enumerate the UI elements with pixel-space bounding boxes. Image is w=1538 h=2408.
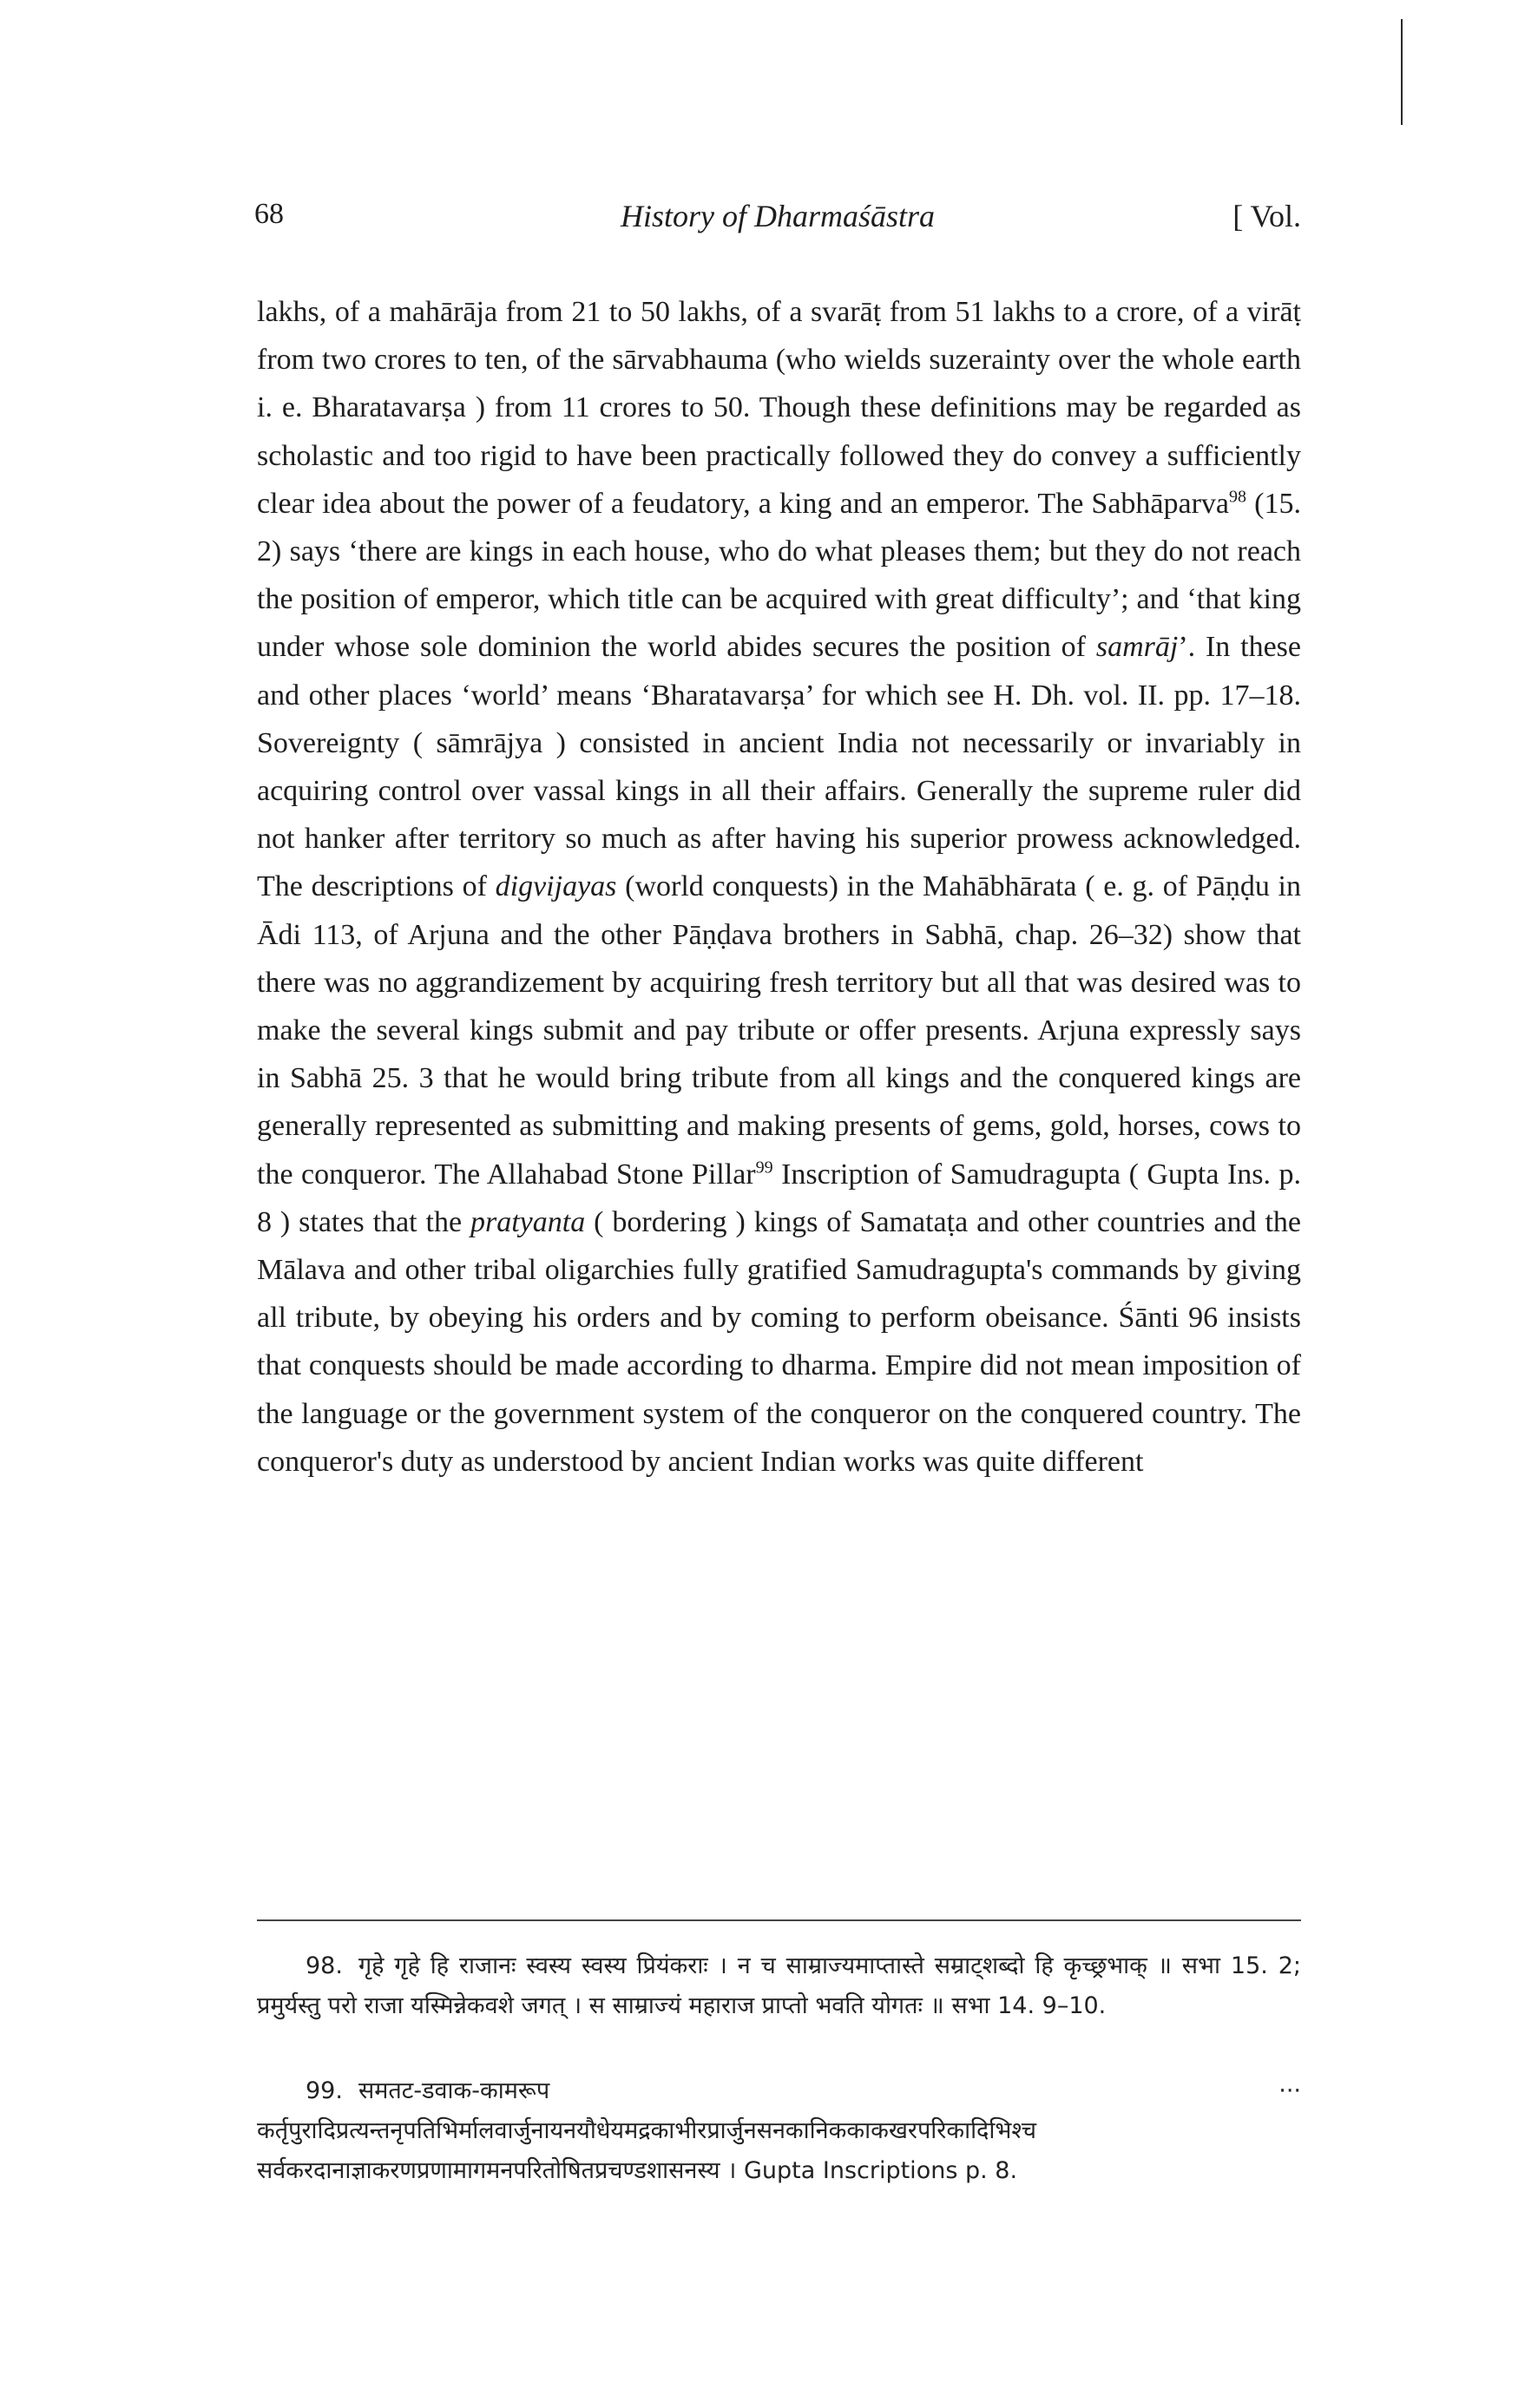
footnote-source: Gupta Inscriptions p. 8. <box>743 2157 1018 2184</box>
footnote-divider <box>257 1919 1301 1921</box>
term-digvijayas: digvijayas <box>495 870 617 903</box>
footnote-number: 99. <box>306 2077 343 2104</box>
body-text-run: (15. 2) says ‘there are kings in each house, who do what pleases them; but they do not reach the position of emperor, which title can be acquired with great difficulty’; and ‘that king under whose sole dominion the world abides secures the position of <box>257 487 1301 664</box>
footnote-text: समतट-डवाक-कामरूप ··· कर्तृपुरादिप्रत्यन्तनृपतिभिर्मालवार्जुनायनयौधेयमद्रकाभीरप्रार्जुनसनकानिककाकखरपरिकादिभिश्च सर्वकरदानाज्ञाकरणप्रणामागमनपरितोषितप्रचण्डशासनस्य । <box>257 2077 1301 2184</box>
running-title: History of Dharmaśāstra <box>620 199 936 233</box>
footnote-number: 98. <box>306 1952 343 1979</box>
footnote-ref-98: 98 <box>1229 487 1247 507</box>
term-samraj: samrāj <box>1095 631 1179 664</box>
footnote-99 <box>257 2071 1301 2191</box>
scan-edge-line <box>1401 19 1403 125</box>
term-pratyanta: pratyanta <box>470 1205 586 1238</box>
body-text-run: ’. In these and other places ‘world’ means ‘Bharatavarṣa’ for which see H. Dh. vol. II. pp. 17–18. Sovereignty ( sāmrājya ) consisted in ancient India not necessarily or invariably in acquiring control over vassal kings in all their affairs. Generally the supreme ruler did not hanker after territory so much as after having his superior prowess acknowledged. The descriptions of <box>257 631 1301 903</box>
footnote-ref-99: 99 <box>755 1158 773 1178</box>
body-paragraph <box>257 288 1301 1486</box>
footnote-text: गृहे गृहे हि राजानः स्वस्य स्वस्य प्रियंकराः । न च साम्राज्यमाप्तास्ते सम्राट्शब्दो हि कृच्छ्रभाक् ॥ सभा 15. 2; प्रमुर्यस्तु परो राजा यस्मिन्नेकवशे जगत् । स साम्राज्यं महाराज प्राप्तो भवति योगतः ॥ सभा 14. 9–10. <box>257 1952 1301 2019</box>
body-text-run: (world conquests) in the Mahābhārata ( e. g. of Pāṇḍu in Ādi 113, of Arjuna and the other Pāṇḍava brothers in Sabhā, chap. 26–32) show that there was no aggrandizement by acquiring fresh territory but all that was desired was to make the several kings submit and pay tribute or offer presents. Arjuna expressly says in Sabhā 25. 3 that he would bring tribute from all kings and the conquered kings are generally represented as submitting and making presents of gems, gold, horses, cows to the conqueror. The Allahabad Stone Pillar <box>257 870 1301 1191</box>
footnote-98 <box>257 1946 1301 2026</box>
body-text-run: Inscription of Samudragupta ( Gupta Ins. p. 8 ) states that the <box>257 1158 1301 1238</box>
volume-marker: [ Vol. <box>1232 199 1301 233</box>
page-number: 68 <box>254 198 284 230</box>
page-header <box>254 198 1301 250</box>
body-text-run: lakhs, of a mahārāja from 21 to 50 lakhs, of a svarāṭ from 51 lakhs to a crore, of a virāṭ from two crores to ten, of the sārvabhauma (who wields suzerainty over the whole earth i. e. Bharatavarṣa ) from 11 crores to 50. Though these definitions may be regarded as scholastic and too rigid to have been practically followed they do convey a sufficiently clear idea about the power of a feudatory, a king and an emperor. The Sabhāparva <box>257 296 1301 520</box>
body-text-run: ( bordering ) kings of Samataṭa and other countries and the Mālava and other tribal oligarchies fully gratified Samudragupta's commands by giving all tribute, by obeying his orders and by coming to perform obeisance. Śānti 96 insists that conquests should be made according to dharma. Empire did not mean imposition of the language or the government system of the conqueror on the conquered country. The conqueror's duty as understood by ancient Indian works was quite different <box>257 1205 1301 1478</box>
